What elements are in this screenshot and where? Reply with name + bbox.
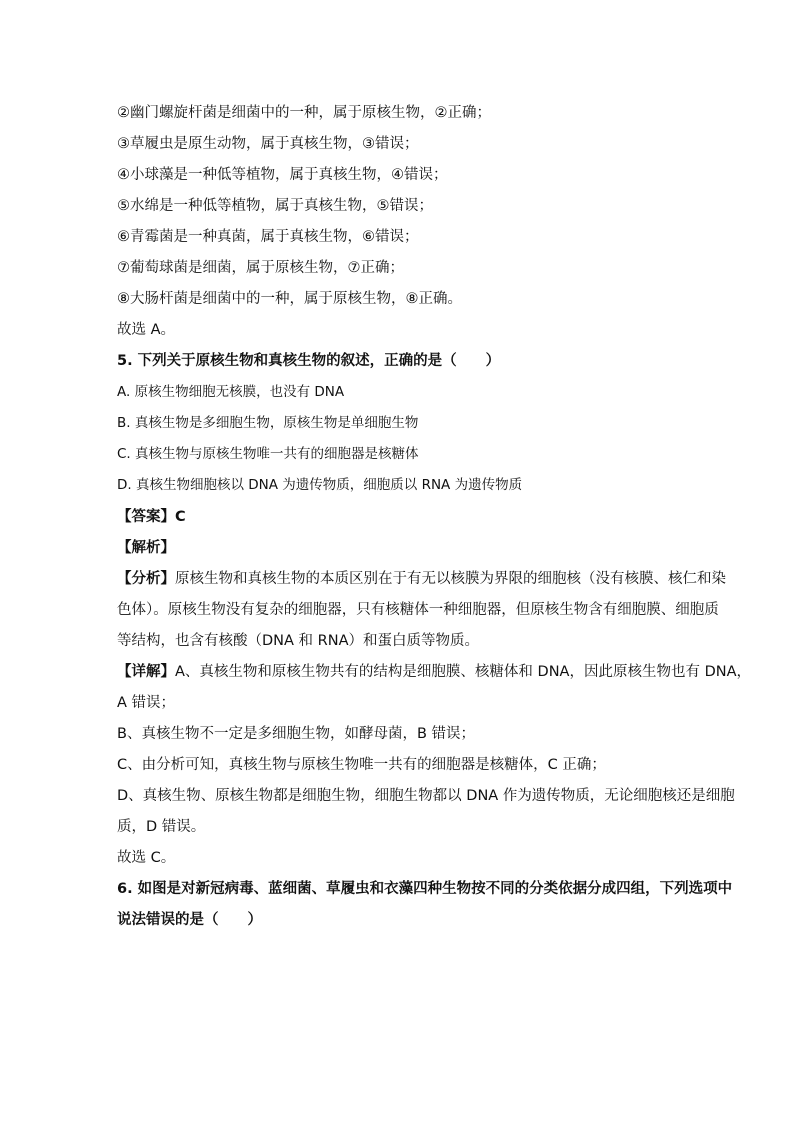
question-5-stem: 5. 下列关于原核生物和真核生物的叙述，正确的是（ ） [117, 353, 501, 369]
answer-value: C [175, 509, 186, 525]
question-6-stem-2: 说法错误的是（ ） [117, 912, 262, 928]
xiangjie-line-c: C、由分析可知，真核生物与原核生物唯一共有的细胞器是核糖体，C 正确； [117, 757, 606, 773]
conclusion-line: 故选 A。 [117, 322, 176, 338]
text-line: ③草履虫是原生动物，属于真核生物，③错误； [117, 136, 419, 152]
question-6-stem-1: 6. 如图是对新冠病毒、蓝细菌、草履虫和衣藻四种生物按不同的分类依据分成四组，下列选项中 [117, 881, 733, 897]
xiangjie-line-b: B、真核生物不一定是多细胞生物，如酵母菌，B 错误； [117, 726, 476, 742]
question-5-option-d: D. 真核生物细胞核以 DNA 为遗传物质，细胞质以 RNA 为遗传物质 [117, 477, 523, 493]
xiangjie-line-d2: 质，D 错误。 [117, 819, 206, 835]
analysis-label: 【解析】 [117, 540, 175, 556]
text-line: ⑦葡萄球菌是细菌，属于原核生物，⑦正确； [117, 260, 404, 276]
xiangjie-line-d: D、真核生物、原核生物都是细胞生物，细胞生物都以 DNA 作为遗传物质，无论细胞核还是细胞 [117, 788, 735, 804]
xiangjie-line-a [117, 662, 751, 682]
fenxi-line-2: 色体）。原核生物没有复杂的细胞器，只有核糖体一种细胞器，但原核生物含有细胞膜、细胞质 [117, 602, 719, 618]
xiangjie-line-a2: A 错误； [117, 695, 176, 711]
xiangjie-label: 【详解】 [117, 664, 175, 680]
question-5-option-a: A. 原核生物细胞无核膜，也没有 DNA [117, 384, 345, 400]
fenxi-label: 【分析】 [117, 571, 175, 587]
answer-line [117, 507, 717, 527]
text-line: ⑤水绵是一种低等植物，属于真核生物，⑤错误； [117, 198, 433, 214]
answer-label: 【答案】 [117, 509, 175, 525]
fenxi-line-1 [117, 569, 726, 589]
xiangjie-text: A、真核生物和原核生物共有的结构是细胞膜、核糖体和 DNA，因此原核生物也有 DNA， [175, 664, 751, 680]
text-line: ④小球藻是一种低等植物，属于真核生物，④错误； [117, 167, 448, 183]
fenxi-line-3: 等结构，也含有核酸（DNA 和 RNA）和蛋白质等物质。 [117, 633, 479, 649]
fenxi-text: 原核生物和真核生物的本质区别在于有无以核膜为界限的细胞核（没有核膜、核仁和染 [175, 571, 726, 587]
question-5-option-c: C. 真核生物与原核生物唯一共有的细胞器是核糖体 [117, 446, 419, 462]
question-5-option-b: B. 真核生物是多细胞生物，原核生物是单细胞生物 [117, 415, 419, 431]
text-line: ②幽门螺旋杆菌是细菌中的一种，属于原核生物，②正确； [117, 105, 491, 121]
text-line: ⑧大肠杆菌是细菌中的一种，属于原核生物，⑧正确。 [117, 291, 462, 307]
conclusion-line: 故选 C。 [117, 850, 176, 866]
text-line: ⑥青霉菌是一种真菌，属于真核生物，⑥错误； [117, 229, 419, 245]
